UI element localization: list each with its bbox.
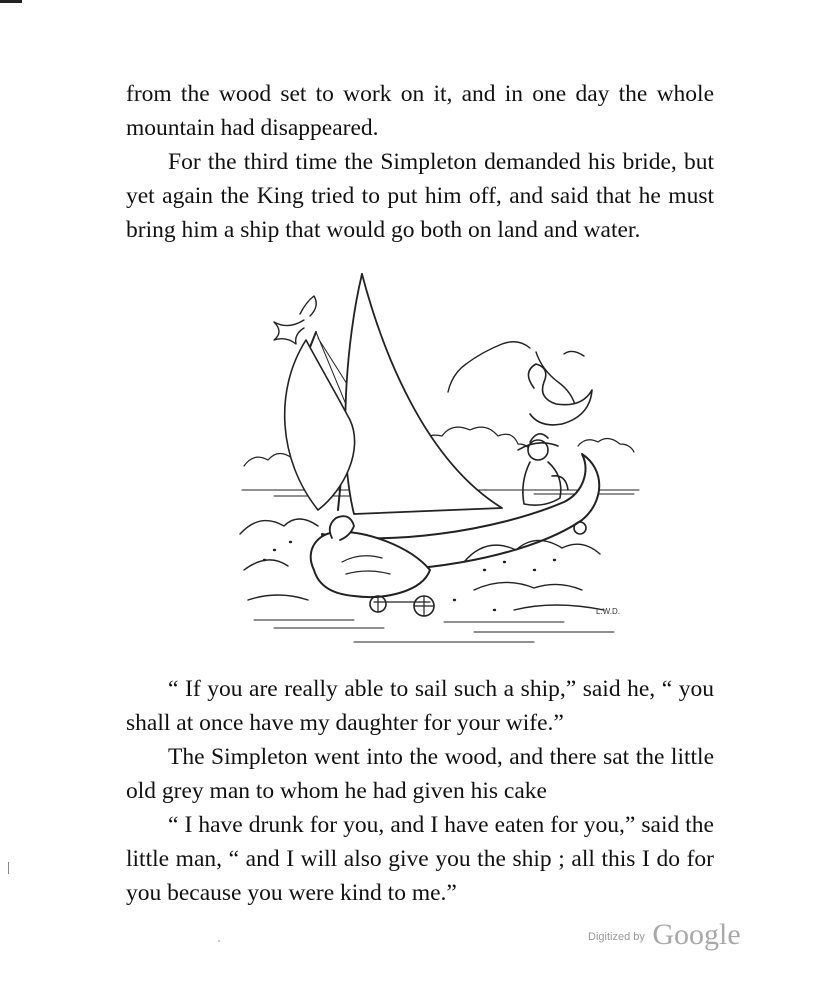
wave-lines (254, 620, 614, 642)
jib-sail (285, 340, 355, 510)
simpleton-body (523, 462, 568, 505)
wheel-axle (374, 596, 434, 616)
ship-drawing (234, 270, 646, 658)
page-edge-mark (8, 862, 9, 874)
pennant-flag (274, 296, 316, 344)
swan-figurehead (528, 364, 592, 425)
paragraph: from the wood set to work on it, and in one day the whole mountain had disappeared. (126, 81, 714, 141)
google-logo: Google (652, 918, 741, 951)
page-corner-mark (0, 0, 22, 3)
text-block-top (126, 77, 714, 247)
illustration-ship (234, 270, 646, 658)
cloud-right (578, 438, 634, 452)
digitized-watermark (588, 918, 741, 952)
wheel-rear (574, 522, 586, 534)
page-speck (218, 940, 220, 942)
paragraph: “ If you are really able to sail such a ship,” said he, “ you shall at once have my daughter for your wife.” (126, 676, 714, 736)
text-block-bottom (126, 672, 714, 910)
artist-signature: L.W.D. (596, 607, 621, 616)
paragraph: The Simpleton went into the wood, and there sat the little old grey man to whom he had given his cake (126, 744, 714, 804)
paragraph: “ I have drunk for you, and I have eaten for you,” said the little man, “ and I will also give you the ship ; all this I do for you because you were kind to me.” (126, 812, 714, 906)
paragraph: For the third time the Simpleton demanded his bride, but yet again the King tried to put him off, and said that he must bring him a ship that would go both on land and water. (126, 149, 714, 243)
streamer-ribbon (448, 342, 584, 408)
watermark-prefix: Digitized by (588, 931, 645, 943)
wave-crest-left (240, 519, 318, 600)
main-sail (345, 274, 502, 514)
